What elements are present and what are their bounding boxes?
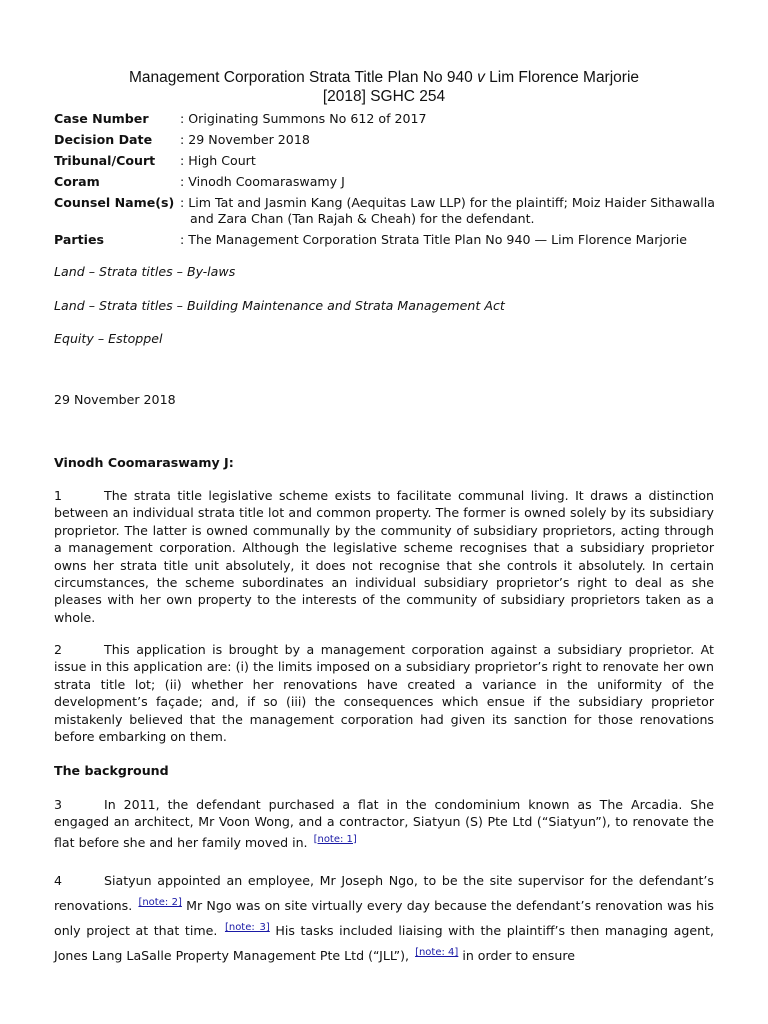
paragraph-text: In 2011, the defendant purchased a flat in the condominium known as The Arcadia. She engaged an architect, Mr Voon Wong, and a contractor, Siatyun (S) Pte Ltd (“Siatyun”), to renovate the flat before she and her family moved in. <box>54 797 714 850</box>
footnote-link-3[interactable]: [note: 3] <box>224 922 270 933</box>
paragraph-text: The strata title legislative scheme exists to facilitate communal living. It draws a distinction between an individual strata title lot and common property. The former is owned solely by its subsidiary proprietor. The latter is owned communally by the community of subsidiary proprietors, acting through a management corporation. Although the legislative scheme recognises that a subsidiary proprietor owns her strata title unit absolutely, it does not recognise that she controls it absolutely. In certain circumstances, the scheme subordinates an individual subsidiary proprietor’s right to deal as she pleases with her own property to the interests of the community of subsidiary proprietors taken as a whole. <box>54 488 714 625</box>
paragraph-number: 4 <box>54 873 63 888</box>
footnote-link-1[interactable]: [note: 1] <box>313 833 357 845</box>
catchword-1: Land – Strata titles – By-laws <box>54 264 236 279</box>
paragraph-text: His tasks included liaising with the plaintiff’s then managing agent, Jones Lang LaSalle Property Management Pte Ltd (“JLL”), <box>54 923 715 963</box>
meta-row-coram: Coram : Vinodh Coomaraswamy J <box>54 174 345 189</box>
meta-row-case-number: Case Number : Originating Summons No 612 of 2017 <box>54 111 427 126</box>
footnote-link-4[interactable]: [note: 4] <box>415 947 459 958</box>
case-metadata-table <box>54 111 724 253</box>
paragraph-2 <box>54 641 714 745</box>
paragraph-text: This application is brought by a management corporation against a subsidiary proprietor. At issue in this application are: (i) the limits imposed on a subsidiary proprietor’s right to renovate her own strata title lot; (ii) whether her renovations have created a variance in the uniformity of the development’s façade; and, if so (iii) the consequences which ensue if the subsidiary proprietor mistakenly believed that the management corporation had given its sanction for those renovations before embarking on them. <box>54 642 714 745</box>
paragraph-4 <box>54 870 714 967</box>
meta-row-parties: Parties : The Management Corporation Strata Title Plan No 940 — Lim Florence Marjorie <box>54 232 688 247</box>
section-heading-background: The background <box>54 763 169 778</box>
paragraph-3 <box>54 796 714 851</box>
paragraph-number: 3 <box>54 797 63 812</box>
case-name: Management Corporation Strata Title Plan No 940 v Lim Florence Marjorie <box>128 69 640 86</box>
catchword-3: Equity – Estoppel <box>54 331 163 346</box>
paragraph-number: 2 <box>54 642 63 657</box>
meta-row-counsel: Counsel Name(s) : Lim Tat and Jasmin Kang (Aequitas Law LLP) for the plaintiff; Moiz Haider Sithawalla and Zara Chan (Tan Rajah & Cheah) for the defendant. <box>54 195 715 226</box>
paragraph-1 <box>54 487 714 626</box>
paragraph-text: Mr Ngo was on site virtually every day because the defendant’s renovation was his only project at that time. <box>54 898 714 938</box>
paragraph-number: 1 <box>54 488 63 503</box>
judge-name: Vinodh Coomaraswamy J: <box>54 455 234 470</box>
meta-row-decision-date: Decision Date : 29 November 2018 <box>54 132 310 147</box>
case-citation: [2018] SGHC 254 <box>322 88 446 105</box>
judgment-date: 29 November 2018 <box>54 392 176 407</box>
paragraph-text: in order to ensure <box>462 948 575 963</box>
paragraph-text: Siatyun appointed an employee, Mr Joseph Ngo, to be the site supervisor for the defendant’s renovations. <box>54 873 714 913</box>
footnote-link-2[interactable]: [note: 2] <box>138 897 182 908</box>
case-title <box>0 68 768 106</box>
meta-row-tribunal: Tribunal/Court : High Court <box>54 153 256 168</box>
catchword-2: Land – Strata titles – Building Maintenance and Strata Management Act <box>54 298 505 313</box>
